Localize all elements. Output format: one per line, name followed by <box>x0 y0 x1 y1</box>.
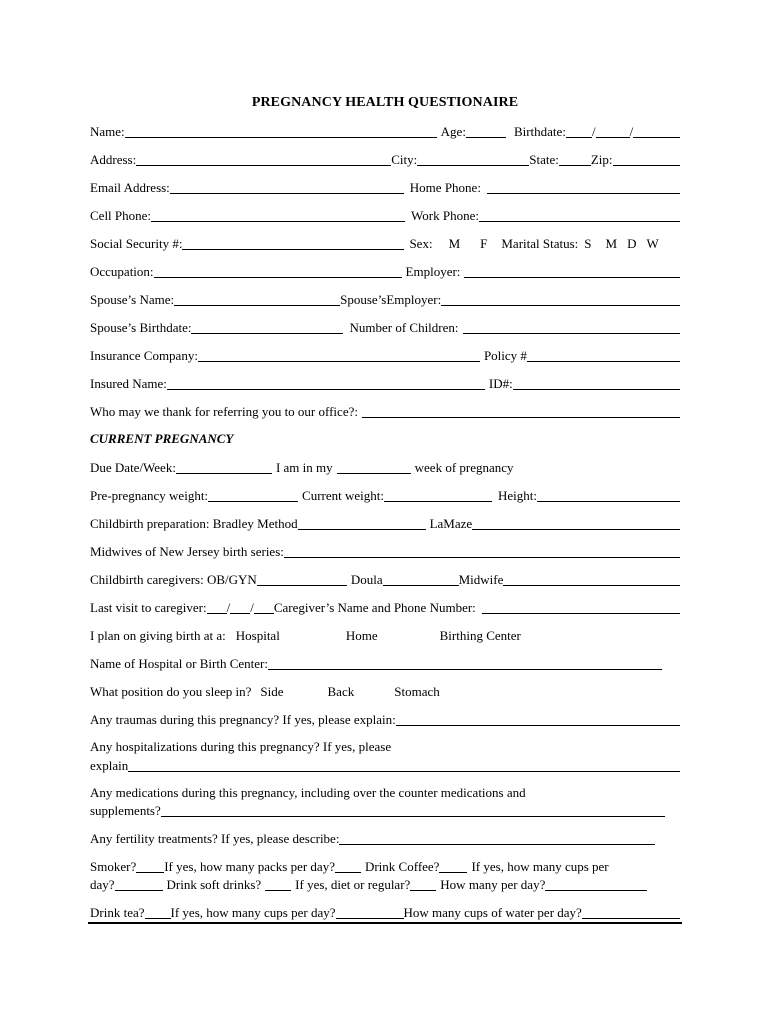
row-last-visit <box>90 599 680 615</box>
row-birth-plan <box>90 627 680 643</box>
row-sleep-position <box>90 683 680 699</box>
row-fertility <box>90 830 680 846</box>
height-field[interactable] <box>537 489 680 502</box>
soft-drinks-per-day-field[interactable] <box>545 878 647 891</box>
last-visit-month-field[interactable] <box>207 601 227 614</box>
tea-field[interactable] <box>145 906 171 919</box>
how-many-per-day-label: How many per day? <box>440 877 546 892</box>
coffee-label: Drink Coffee? <box>364 859 440 874</box>
midwife-label: Midwife <box>458 572 504 587</box>
row-midwives <box>90 543 680 559</box>
sex-option-f[interactable]: F <box>480 236 488 251</box>
num-children-label: Number of Children: <box>349 320 459 335</box>
current-weight-field[interactable] <box>384 489 492 502</box>
sleep-option-stomach[interactable]: Stomach <box>394 684 440 699</box>
traumas-field[interactable] <box>396 713 680 726</box>
packs-label: If yes, how many packs per day? <box>164 859 335 874</box>
last-visit-slash: / <box>226 600 231 615</box>
birthdate-day-field[interactable] <box>596 125 630 138</box>
sex-option-m[interactable]: M <box>448 236 461 251</box>
row-medications-supplements <box>90 802 680 818</box>
name-label: Name: <box>90 124 125 139</box>
coffee-field[interactable] <box>439 860 467 873</box>
spouse-employer-label: Spouse’sEmployer: <box>340 292 442 307</box>
address-label: Address: <box>90 152 137 167</box>
ssn-label: Social Security #: <box>90 236 183 251</box>
age-field[interactable] <box>466 125 506 138</box>
email-label: Email Address: <box>90 180 170 195</box>
last-visit-year-field[interactable] <box>254 601 274 614</box>
coffee-cups-label: If yes, how many cups per <box>471 859 609 874</box>
occupation-label: Occupation: <box>90 264 154 279</box>
tea-label: Drink tea? <box>90 905 145 920</box>
row-ssn <box>90 235 680 251</box>
row-insured-name <box>90 375 680 391</box>
week-field[interactable] <box>337 461 411 474</box>
row-childbirth-prep <box>90 515 680 531</box>
spouse-birthdate-label: Spouse’s Birthdate: <box>90 320 192 335</box>
state-label: State: <box>529 152 559 167</box>
email-field[interactable] <box>170 181 404 194</box>
birth-plan-label: I plan on giving birth at a: <box>90 628 226 643</box>
packs-field[interactable] <box>335 860 361 873</box>
birth-option-home[interactable]: Home <box>345 628 378 643</box>
row-hospital-name <box>90 655 680 671</box>
id-label: ID#: <box>488 376 513 391</box>
hospitalizations-question: Any hospitalizations during this pregnancy? If yes, please <box>90 739 392 754</box>
midwives-field[interactable] <box>284 545 680 558</box>
smoker-label: Smoker? <box>90 859 137 874</box>
pre-pregnancy-weight-label: Pre-pregnancy weight: <box>90 488 209 503</box>
soft-drinks-label: Drink soft drinks? <box>166 877 262 892</box>
row-insurance <box>90 347 680 363</box>
employer-field[interactable] <box>464 265 680 278</box>
ssn-field[interactable] <box>182 237 404 250</box>
state-field[interactable] <box>559 153 591 166</box>
referral-label: Who may we thank for referring you to our office?: <box>90 404 358 419</box>
birth-option-birthing-center[interactable]: Birthing Center <box>439 628 521 643</box>
midwife-field[interactable] <box>503 573 680 586</box>
lamaze-label: LaMaze <box>429 516 473 531</box>
medications-question: Any medications during this pregnancy, including over the counter medications and <box>90 785 526 800</box>
caregivers-label: Childbirth caregivers: OB/GYN <box>90 572 257 587</box>
water-cups-field[interactable] <box>582 906 680 919</box>
smoker-field[interactable] <box>136 860 164 873</box>
sleep-option-side[interactable]: Side <box>260 684 284 699</box>
row-cell-phone <box>90 207 680 223</box>
birthdate-year-field[interactable] <box>633 125 680 138</box>
medications-supplements-label: supplements? <box>90 803 161 818</box>
soft-drinks-field[interactable] <box>265 878 291 891</box>
obgyn-field[interactable] <box>257 573 347 586</box>
last-visit-label: Last visit to caregiver: <box>90 600 207 615</box>
row-hospitalizations-explain <box>90 757 680 773</box>
row-spouse-birthdate <box>90 319 680 335</box>
row-weight <box>90 487 680 503</box>
height-label: Height: <box>498 488 538 503</box>
zip-label: Zip: <box>590 152 613 167</box>
sleep-position-label: What position do you sleep in? <box>90 684 252 699</box>
hospital-name-label: Name of Hospital or Birth Center: <box>90 656 268 671</box>
work-phone-field[interactable] <box>479 209 680 222</box>
age-label: Age: <box>440 124 466 139</box>
due-date-label: Due Date/Week: <box>90 460 176 475</box>
row-spouse-name <box>90 291 680 307</box>
fertility-field[interactable] <box>339 832 655 845</box>
home-phone-label: Home Phone: <box>409 180 481 195</box>
row-address <box>90 151 680 167</box>
doula-label: Doula <box>350 572 383 587</box>
spouse-birthdate-field[interactable] <box>191 321 343 334</box>
policy-field[interactable] <box>527 349 680 362</box>
insured-name-label: Insured Name: <box>90 376 167 391</box>
row-referral <box>90 403 680 419</box>
row-email <box>90 179 680 195</box>
caregiver-name-phone-label: Caregiver’s Name and Phone Number: <box>273 600 476 615</box>
week-of-pregnancy-label: week of pregnancy <box>414 460 514 475</box>
insurance-company-field[interactable] <box>198 349 480 362</box>
row-smoker <box>90 858 680 874</box>
cell-phone-label: Cell Phone: <box>90 208 152 223</box>
doula-field[interactable] <box>383 573 459 586</box>
sleep-option-back[interactable]: Back <box>327 684 355 699</box>
birthdate-slash: / <box>629 124 634 139</box>
water-cups-label: How many cups of water per day? <box>403 905 582 920</box>
row-traumas <box>90 711 680 727</box>
referral-field[interactable] <box>362 405 680 418</box>
coffee-cups-day-label: day? <box>90 877 115 892</box>
birthdate-label: Birthdate: <box>513 124 566 139</box>
city-field[interactable] <box>417 153 529 166</box>
home-phone-field[interactable] <box>487 181 680 194</box>
last-visit-day-field[interactable] <box>230 601 250 614</box>
current-pregnancy-heading: CURRENT PREGNANCY <box>90 431 234 446</box>
row-due-date <box>90 459 680 475</box>
tea-cups-field[interactable] <box>336 906 404 919</box>
row-caregivers <box>90 571 680 587</box>
marital-option-d[interactable]: D <box>627 236 637 251</box>
row-tea <box>90 904 680 920</box>
current-weight-label: Current weight: <box>302 488 385 503</box>
work-phone-label: Work Phone: <box>411 208 479 223</box>
occupation-field[interactable] <box>154 265 402 278</box>
bradley-method-field[interactable] <box>298 517 426 530</box>
pre-pregnancy-weight-field[interactable] <box>208 489 298 502</box>
city-label: City: <box>391 152 418 167</box>
cell-phone-field[interactable] <box>151 209 405 222</box>
diet-regular-label: If yes, diet or regular? <box>295 877 411 892</box>
row-name <box>90 123 680 139</box>
diet-regular-field[interactable] <box>410 878 436 891</box>
marital-status-label: Marital Status: <box>501 236 579 251</box>
marital-option-m[interactable]: M <box>605 236 618 251</box>
insured-name-field[interactable] <box>167 377 485 390</box>
num-children-field[interactable] <box>463 321 680 334</box>
birth-option-hospital[interactable]: Hospital <box>235 628 280 643</box>
employer-label: Employer: <box>405 264 461 279</box>
birthdate-month-field[interactable] <box>566 125 592 138</box>
midwives-label: Midwives of New Jersey birth series: <box>90 544 284 559</box>
medications-field[interactable] <box>161 804 665 817</box>
row-occupation <box>90 263 680 279</box>
due-date-field[interactable] <box>176 461 272 474</box>
spouse-employer-field[interactable] <box>441 293 680 306</box>
marital-option-w[interactable]: W <box>646 236 659 251</box>
spouse-name-label: Spouse’s Name: <box>90 292 175 307</box>
bottom-divider <box>88 922 682 924</box>
hospitalizations-explain-label: explain <box>90 758 129 773</box>
last-visit-slash: / <box>250 600 254 615</box>
policy-label: Policy # <box>483 348 527 363</box>
row-soft-drinks <box>90 876 680 892</box>
tea-cups-label: If yes, how many cups per day? <box>170 905 336 920</box>
i-am-in-my-label: I am in my <box>275 460 333 475</box>
id-field[interactable] <box>513 377 680 390</box>
form-title: PREGNANCY HEALTH QUESTIONAIRE <box>251 95 519 110</box>
lamaze-field[interactable] <box>472 517 680 530</box>
birthdate-slash: / <box>591 124 596 139</box>
zip-field[interactable] <box>613 153 680 166</box>
traumas-label: Any traumas during this pregnancy? If yes, please explain: <box>90 712 396 727</box>
hospitalizations-field[interactable] <box>128 759 680 772</box>
marital-option-s[interactable]: S <box>584 236 592 251</box>
address-field[interactable] <box>136 153 391 166</box>
caregiver-name-phone-field[interactable] <box>482 601 680 614</box>
hospital-name-field[interactable] <box>268 657 662 670</box>
coffee-cups-field[interactable] <box>115 878 163 891</box>
childbirth-prep-label: Childbirth preparation: Bradley Method <box>90 516 298 531</box>
sex-label: Sex: <box>409 236 433 251</box>
spouse-name-field[interactable] <box>174 293 340 306</box>
insurance-company-label: Insurance Company: <box>90 348 198 363</box>
fertility-label: Any fertility treatments? If yes, please describe: <box>90 831 340 846</box>
name-field[interactable] <box>125 125 437 138</box>
